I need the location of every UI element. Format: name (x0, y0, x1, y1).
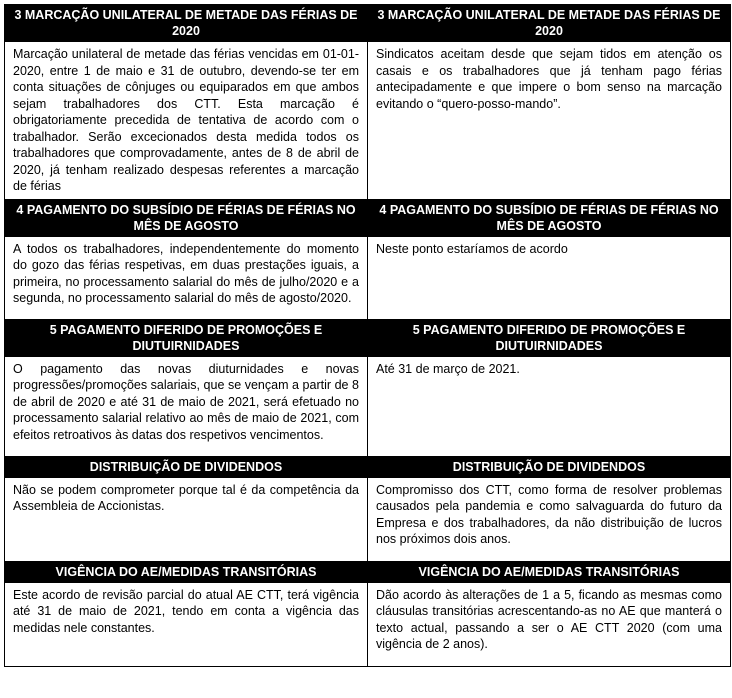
comparison-table (4, 4, 731, 667)
section-body-row (5, 42, 731, 200)
section-body-row (5, 236, 731, 319)
section-body-row (5, 356, 731, 456)
union-response-text: Neste ponto estaríamos de acordo (368, 236, 731, 319)
company-proposal-text: Marcação unilateral de metade das férias vencidas em 01-01-2020, entre 1 de maio e 31 de outubro, devendo-se ter em conta situações de cônjuges ou equiparados em que ambos sejam trabalhadores dos CTT. Esta marcação é obrigatoriamente precedida de tentativa de acordo com o trabalhador. Serão excecionados desta medida todos os trabalhadores que comprovadamente, antes de 8 de abril de 2020, já tenham realizado despesas referentes a marcação de férias (5, 42, 368, 200)
section-header-row (5, 319, 731, 356)
section-header-row (5, 561, 731, 582)
union-response-text: Até 31 de março de 2021. (368, 356, 731, 456)
company-proposal-text: O pagamento das novas diuturnidades e novas progressões/promoções salariais, que se vençam a partir de 8 de abril de 2020 e até 31 de maio de 2021, será efetuado no processamento salarial relativo ao mês de maio de 2021, com efeitos retroativos às datas dos respetivos vencimentos. (5, 356, 368, 456)
section-header-row (5, 5, 731, 42)
company-proposal-text: Não se podem comprometer porque tal é da competência da Assembleia de Accionistas. (5, 477, 368, 561)
left-section-header: 3 MARCAÇÃO UNILATERAL DE METADE DAS FÉRIAS DE 2020 (5, 5, 368, 42)
left-section-header: DISTRIBUIÇÃO DE DIVIDENDOS (5, 456, 368, 477)
section-body-row (5, 477, 731, 561)
right-section-header: 3 MARCAÇÃO UNILATERAL DE METADE DAS FÉRIAS DE 2020 (368, 5, 731, 42)
right-section-header: DISTRIBUIÇÃO DE DIVIDENDOS (368, 456, 731, 477)
section-header-row (5, 456, 731, 477)
section-body-row (5, 582, 731, 666)
left-section-header: 4 PAGAMENTO DO SUBSÍDIO DE FÉRIAS DE FÉRIAS NO MÊS DE AGOSTO (5, 199, 368, 236)
left-section-header: 5 PAGAMENTO DIFERIDO DE PROMOÇÕES E DIUTUIRNIDADES (5, 319, 368, 356)
right-section-header: 4 PAGAMENTO DO SUBSÍDIO DE FÉRIAS DE FÉRIAS NO MÊS DE AGOSTO (368, 199, 731, 236)
section-header-row (5, 199, 731, 236)
company-proposal-text: A todos os trabalhadores, independentemente do momento do gozo das férias respetivas, em duas prestações iguais, a primeira, no processamento salarial do mês de julho/2020 e a segunda, no processamento salarial do mês de agosto/2020. (5, 236, 368, 319)
union-response-text: Dão acordo às alterações de 1 a 5, ficando as mesmas como cláusulas transitórias acrescentando-as no AE que manterá o texto actual, passando a ser o AE CTT 2020 (com uma vigência de 2 anos). (368, 582, 731, 666)
union-response-text: Sindicatos aceitam desde que sejam tidos em atenção os casais e os trabalhadores que já tenham pago férias antecipadamente e que impere o bom senso na marcação evitando o “quero-posso-mando”. (368, 42, 731, 200)
union-response-text: Compromisso dos CTT, como forma de resolver problemas causados pela pandemia e como salvaguarda do futuro da Empresa e dos trabalhadores, da não distribuição de lucros nos próximos dois anos. (368, 477, 731, 561)
right-section-header: 5 PAGAMENTO DIFERIDO DE PROMOÇÕES E DIUTUIRNIDADES (368, 319, 731, 356)
company-proposal-text: Este acordo de revisão parcial do atual AE CTT, terá vigência até 31 de maio de 2021, tendo em conta a vigência das medidas nele constantes. (5, 582, 368, 666)
left-section-header: VIGÊNCIA DO AE/MEDIDAS TRANSITÓRIAS (5, 561, 368, 582)
right-section-header: VIGÊNCIA DO AE/MEDIDAS TRANSITÓRIAS (368, 561, 731, 582)
